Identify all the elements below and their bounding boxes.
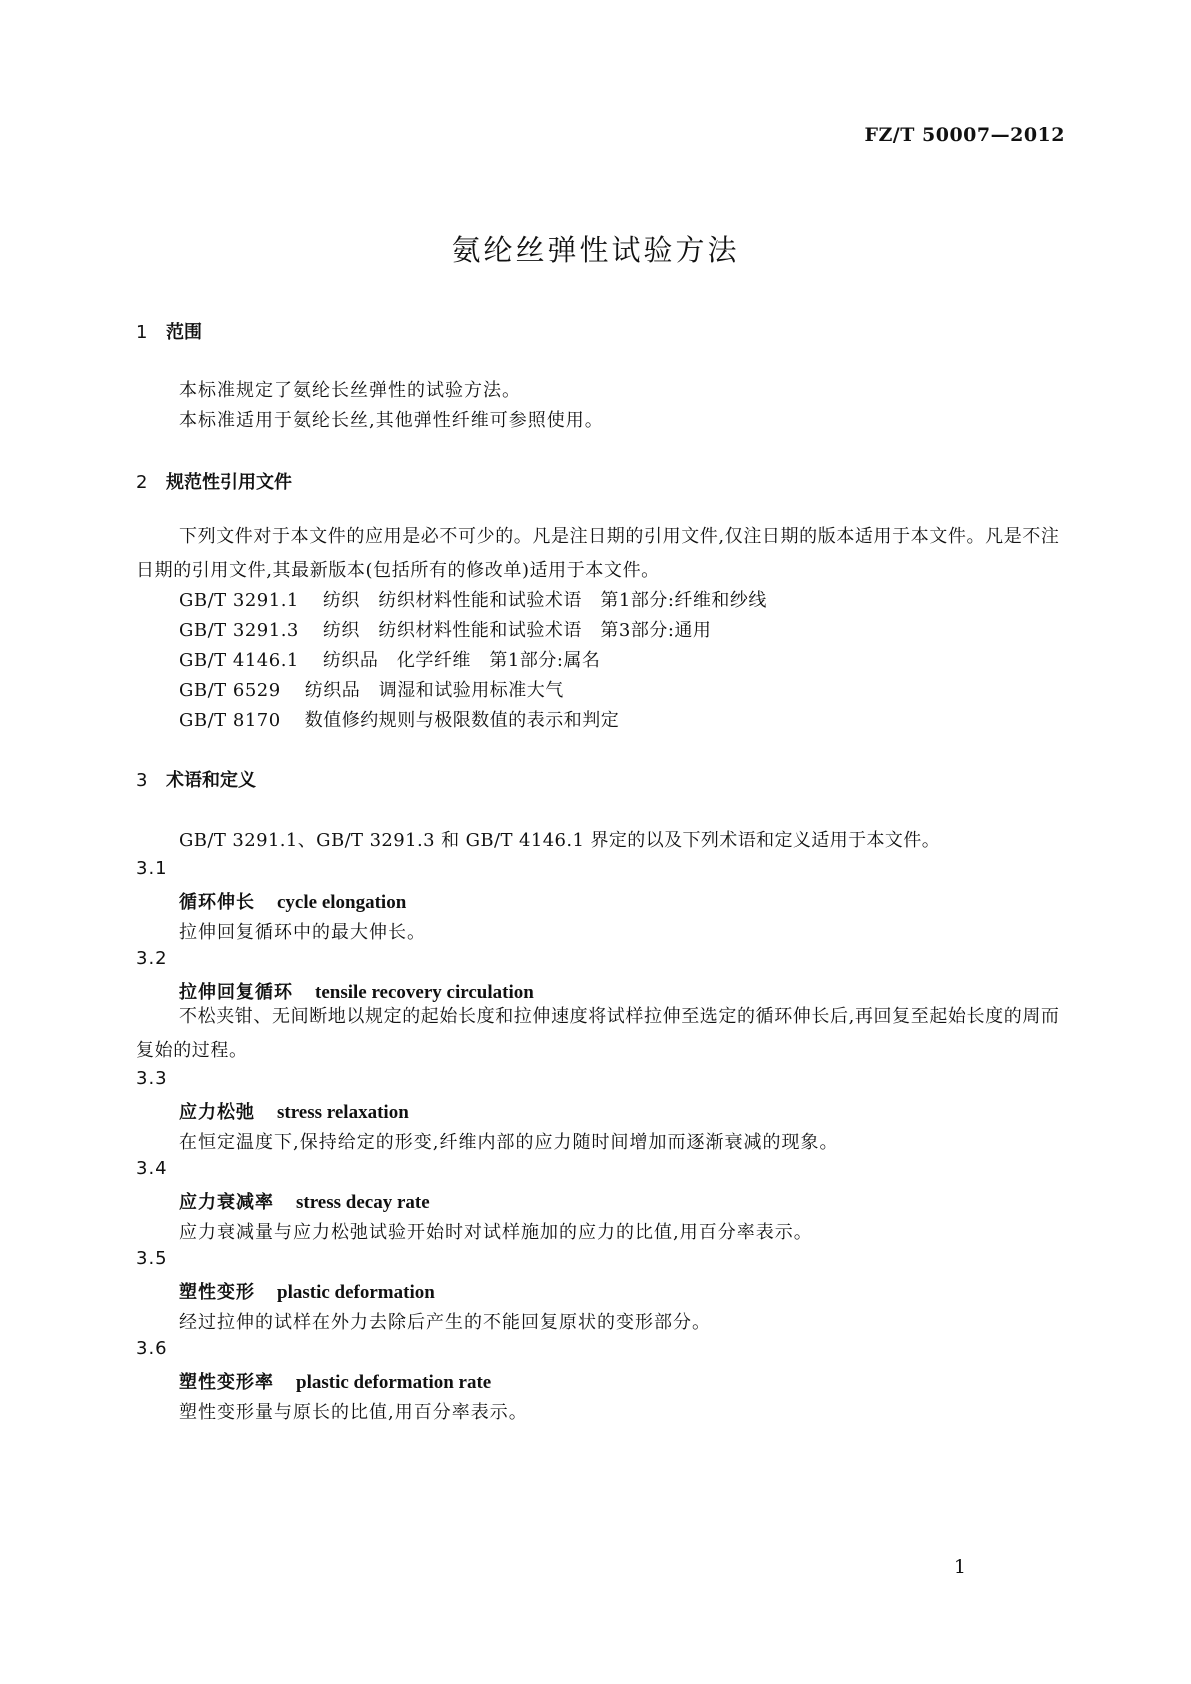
section-title: 范围: [166, 322, 202, 343]
section-3-heading: [136, 766, 256, 792]
page-title: 氨纶丝弹性试验方法: [451, 233, 740, 267]
term-chinese: 塑性变形: [179, 1282, 255, 1303]
page-number: 1: [953, 1556, 966, 1578]
section-number: 3: [136, 770, 148, 791]
paragraph: 本标准规定了氨纶长丝弹性的试验方法。: [179, 380, 521, 401]
reference-code: GB/T 6529: [179, 680, 281, 701]
paragraph: 下列文件对于本文件的应用是必不可少的。凡是注日期的引用文件,仅注日期的版本适用于本文件。凡是不注日期的引用文件,其最新版本(包括所有的修改单)适用于本文件。: [136, 526, 1060, 581]
reference-title: 纺织 纺织材料性能和试验术语 第1部分:纤维和纱线: [322, 590, 767, 611]
term-chinese: 拉伸回复循环: [179, 982, 293, 1003]
paragraph: 本标准适用于氨纶长丝,其他弹性纤维可参照使用。: [179, 410, 604, 431]
clause-number: 3.2: [136, 948, 168, 969]
term-entry: [179, 1098, 409, 1124]
reference-item: [179, 616, 711, 642]
term-definition: 拉伸回复循环中的最大伸长。: [179, 922, 426, 943]
term-entry: [179, 1188, 430, 1214]
section-1-heading: [136, 318, 202, 344]
section-number: 2: [136, 472, 148, 493]
reference-code: GB/T 3291.3: [179, 620, 299, 641]
term-definition: 应力衰减量与应力松弛试验开始时对试样施加的应力的比值,用百分率表示。: [179, 1222, 813, 1243]
term-definition: 经过拉伸的试样在外力去除后产生的不能回复原状的变形部分。: [179, 1312, 711, 1333]
section-title: 术语和定义: [166, 770, 256, 791]
reference-title: 纺织品 化学纤维 第1部分:属名: [322, 650, 601, 671]
clause-number: 3.3: [136, 1068, 168, 1089]
reference-title: 纺织品 调湿和试验用标准大气: [304, 680, 564, 701]
term-chinese: 塑性变形率: [179, 1372, 274, 1393]
reference-item: [179, 676, 564, 702]
term-chinese: 循环伸长: [179, 892, 255, 913]
term-chinese: 应力衰减率: [179, 1192, 274, 1213]
term-english: stress relaxation: [277, 1102, 409, 1123]
term-definition: 在恒定温度下,保持给定的形变,纤维内部的应力随时间增加而逐渐衰减的现象。: [179, 1132, 839, 1153]
clause-number: 3.1: [136, 858, 168, 879]
reference-code: GB/T 3291.1: [179, 590, 299, 611]
reference-item: [179, 646, 600, 672]
clause-number: 3.4: [136, 1158, 168, 1179]
term-definition: 不松夹钳、无间断地以规定的起始长度和拉伸速度将试样拉伸至选定的循环伸长后,再回复至起始长度的周而复始的过程。: [136, 1006, 1060, 1061]
reference-code: GB/T 4146.1: [179, 650, 299, 671]
term-english: tensile recovery circulation: [315, 982, 534, 1003]
term-english: plastic deformation rate: [296, 1372, 492, 1393]
reference-title: 数值修约规则与极限数值的表示和判定: [304, 710, 620, 731]
reference-title: 纺织 纺织材料性能和试验术语 第3部分:通用: [322, 620, 712, 641]
term-english: plastic deformation: [277, 1282, 435, 1303]
term-english: stress decay rate: [296, 1192, 430, 1213]
term-english: cycle elongation: [277, 892, 407, 913]
standard-code: FZ/T 50007—2012: [864, 124, 1065, 146]
term-chinese: 应力松弛: [179, 1102, 255, 1123]
section-2-heading: [136, 468, 292, 494]
term-definition: 塑性变形量与原长的比值,用百分率表示。: [179, 1402, 528, 1423]
clause-number: 3.6: [136, 1338, 168, 1359]
section-number: 1: [136, 322, 148, 343]
term-entry: [179, 1368, 491, 1394]
term-entry: [179, 888, 406, 914]
clause-number: 3.5: [136, 1248, 168, 1269]
reference-code: GB/T 8170: [179, 710, 281, 731]
term-entry: [179, 1278, 435, 1304]
reference-item: [179, 706, 619, 732]
reference-item: [179, 586, 767, 612]
paragraph: GB/T 3291.1、GB/T 3291.3 和 GB/T 4146.1 界定的以及下列术语和定义适用于本文件。: [179, 830, 941, 851]
section-title: 规范性引用文件: [166, 472, 292, 493]
